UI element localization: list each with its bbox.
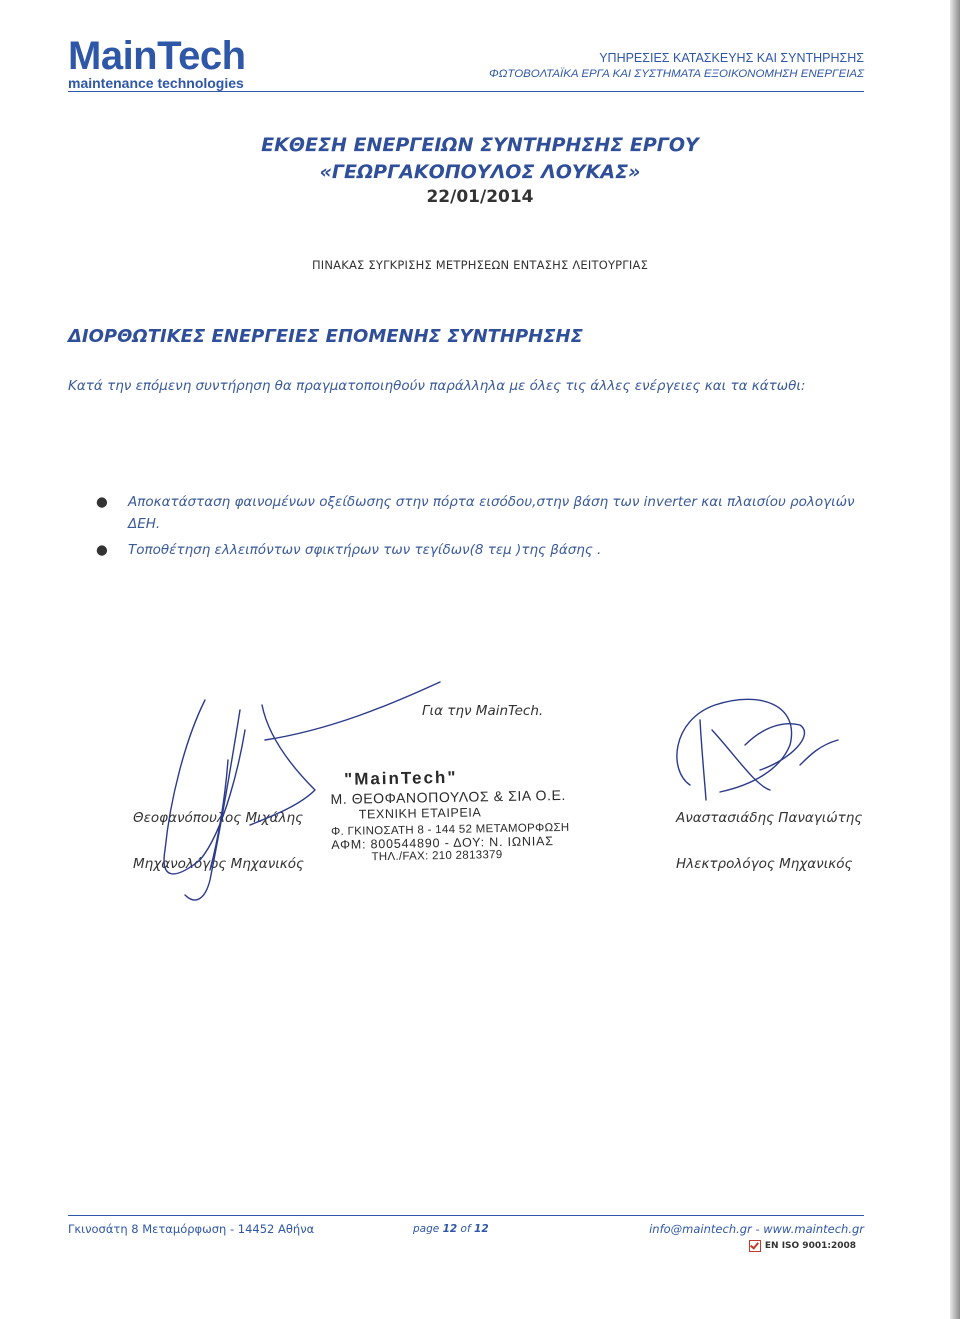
company-stamp xyxy=(330,765,632,864)
for-company-line: Για την MainTech. xyxy=(422,703,544,719)
iso-badge xyxy=(749,1240,856,1252)
page-total: 12 xyxy=(474,1223,489,1235)
page-of: of xyxy=(460,1223,471,1235)
signatory-left xyxy=(133,795,304,887)
list-item xyxy=(96,539,876,561)
right-signature-mark xyxy=(800,740,838,765)
report-title: ΕΚΘΕΣΗ ΕΝΕΡΓΕΙΩΝ ΣΥΝΤΗΡΗΣΗΣ ΕΡΓΟΥ xyxy=(261,134,699,156)
right-signature-mark xyxy=(677,699,792,792)
list-item-text: Αποκατάσταση φαινομένων οξείδωσης στην πόρτα εισόδου,στην βάση των inverter και πλαισίου ρολογιών ΔΕΗ. xyxy=(128,494,855,532)
list-item xyxy=(96,491,876,535)
section-title: ΔΙΟΡΘΩΤΙΚΕΣ ΕΝΕΡΓΕΙΕΣ ΕΠΟΜΕΝΗΣ ΣΥΝΤΗΡΗΣΗΣ xyxy=(68,326,583,347)
stamp-phone: ΤΗΛ./FAX: 210 2813379 xyxy=(371,849,503,864)
stamp-address: Φ. ΓΚΙΝΟΣΑΤΗ 8 - 144 52 ΜΕΤΑΜΟΡΦΩΣΗ xyxy=(330,821,570,838)
services-line: ΥΠΗΡΕΣΙΕΣ ΚΑΤΑΣΚΕΥΗΣ ΚΑΙ ΣΥΝΤΗΡΗΣΗΣ xyxy=(599,51,864,65)
right-signature-mark xyxy=(700,720,706,800)
project-name: «ΓΕΩΡΓΑΚΟΠΟΥΛΟΣ ΛΟΥΚΑΣ» xyxy=(319,161,641,183)
report-date: 22/01/2014 xyxy=(426,187,534,207)
header-divider xyxy=(68,91,864,92)
stamp-tax-id: ΑΦΜ: 800544890 - ΔΟΥ: Ν. ΙΩΝΙΑΣ xyxy=(331,834,554,852)
right-signature-mark xyxy=(745,724,804,770)
list-item-text: Τοποθέτηση ελλειπόντων σφικτήρων των τεγίδων(8 τεμ )της βάσης . xyxy=(128,542,602,558)
header-services xyxy=(489,50,864,82)
page-prefix: page xyxy=(413,1223,440,1235)
bullet-icon: ● xyxy=(96,542,108,558)
iso-check-icon xyxy=(749,1240,761,1252)
logo-tagline: maintenance technologies xyxy=(68,75,244,91)
page-current: 12 xyxy=(442,1223,458,1235)
stamp-company: "MainTech" xyxy=(343,767,458,789)
bullet-icon: ● xyxy=(96,494,108,510)
table-caption: ΠΙΝΑΚΑΣ ΣΥΓΚΡΙΣΗΣ ΜΕΤΡΗΣΕΩΝ ΕΝΤΑΣΗΣ ΛΕΙΤΟΥΡΓΙΑΣ xyxy=(311,258,649,272)
signatory-right-name: Αναστασιάδης Παναγιώτης xyxy=(676,810,863,826)
logo-wordmark: MainTech xyxy=(68,34,246,78)
stamp-type: ΤΕΧΝΙΚΗ ΕΤΑΙΡΕΙΑ xyxy=(358,805,482,822)
iso-label: EN ISO 9001:2008 xyxy=(764,1241,856,1251)
footer-address: Γκινοσάτη 8 Μεταμόρφωση - 14452 Αθήνα xyxy=(68,1222,315,1236)
page-number xyxy=(413,1223,489,1235)
signatory-right-role: Ηλεκτρολόγος Μηχανικός xyxy=(676,856,853,872)
section-intro: Κατά την επόμενη συντήρηση θα πραγματοποιηθούν παράλληλα με όλες τις άλλες ενέργειες και τα κάτωθι: xyxy=(68,378,806,394)
actions-list xyxy=(96,491,876,565)
footer-divider xyxy=(68,1215,864,1216)
signatory-left-role: Μηχανολόγος Μηχανικός xyxy=(133,856,304,872)
stamp-legal-name: Μ. ΘΕΟΦΑΝΟΠΟΥΛΟΣ & ΣΙΑ Ο.Ε. xyxy=(330,786,567,807)
signatory-left-name: Θεοφανόπουλος Μιχάλης xyxy=(133,810,304,826)
footer-contact: info@maintech.gr - www.maintech.gr xyxy=(649,1222,864,1236)
company-logo xyxy=(68,36,246,91)
services-subline: ΦΩΤΟΒΟΛΤΑΪΚΑ ΕΡΓΑ ΚΑΙ ΣΥΣΤΗΜΑΤΑ ΕΞΟΙΚΟΝΟΜΗΣΗ ΕΝΕΡΓΕΙΑΣ xyxy=(489,68,864,80)
left-signature-mark xyxy=(265,682,440,740)
signatory-right xyxy=(676,795,862,887)
right-signature-mark xyxy=(712,730,770,790)
